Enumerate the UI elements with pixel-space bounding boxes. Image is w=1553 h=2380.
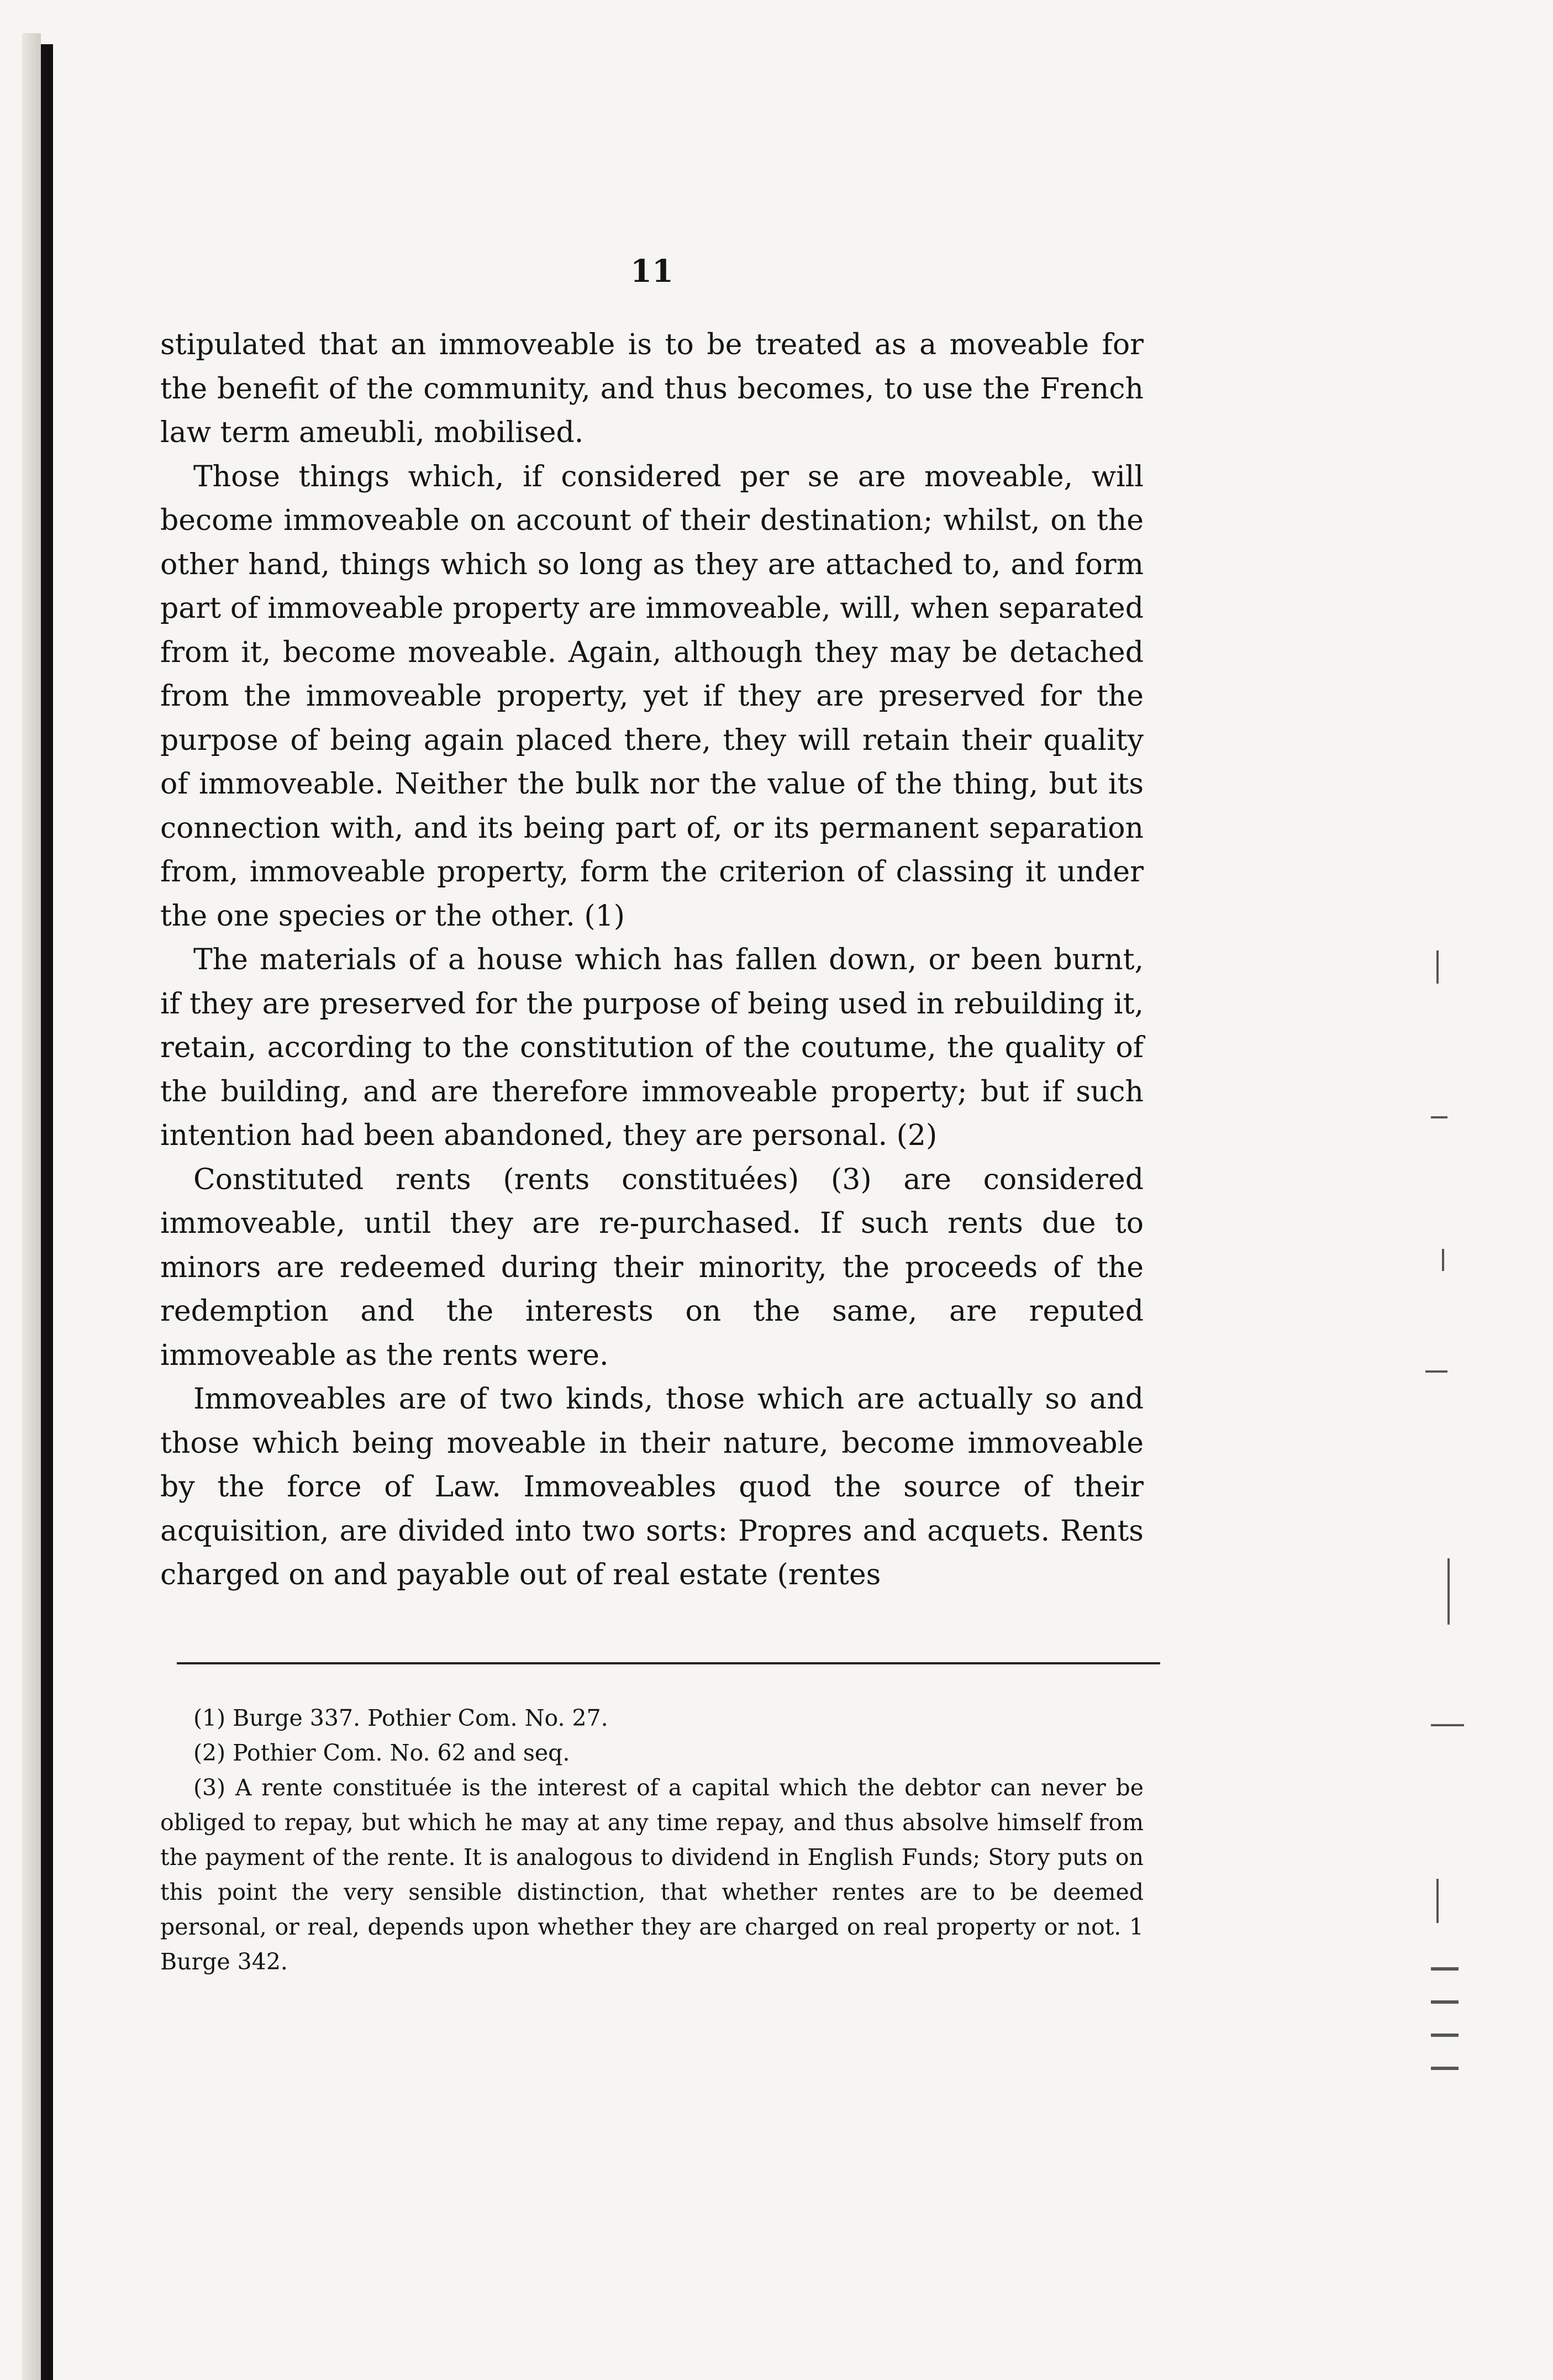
footnotes xyxy=(160,1701,1144,1979)
page-number: 11 xyxy=(630,253,673,290)
paragraph: The materials of a house which has fallen down, or been burnt, if they are preserved for the purpose of being used in rebuilding it, retain, according to the constitution of the coutume, the quality of the building, and are therefore immoveable property; but if such intention had been abandoned, they are personal. (2) xyxy=(160,943,1144,1152)
footnote-divider xyxy=(177,1662,1160,1664)
footnote: (2) Pothier Com. No. 62 and seq. xyxy=(193,1740,570,1766)
footnote: (1) Burge 337. Pothier Com. No. 27. xyxy=(193,1705,608,1731)
binding-edge xyxy=(41,44,53,2380)
margin-scan-marks xyxy=(1414,939,1481,2376)
paragraph: Those things which, if considered per se are moveable, will become immoveable on account of their destination; whilst, on the other hand, things which so long as they are attached to, and form part of immoveable property are immoveable, will, when separated from it, become moveable. Again, although they may be detached from the immoveable property, yet if they are preserved for the purpose of being again placed there, they will retain their quality of immoveable. Neither the bulk nor the value of the thing, but its connection with, and its being part of, or its permanent separation from, immoveable property, form the criterion of classing it under the one species or the other. (1) xyxy=(160,460,1144,933)
paragraph: Constituted rents (rents constituées) (3) are considered immoveable, until they are re-purchased. If such rents due to minors are redeemed during their minority, the proceeds of the redemption and the interests on the same, are reputed immoveable as the rents were. xyxy=(160,1163,1144,1372)
footnote: (3) A rente constituée is the interest of a capital which the debtor can never be obliged to repay, but which he may at any time repay, and thus absolve himself from the payment of the rente. It is analogous to dividend in English Funds; Story puts on this point the very sensible distinction, that whether rentes are to be deemed personal, or real, depends upon whether they are charged on real property or not. 1 Burge 342. xyxy=(160,1774,1144,1975)
paragraph: Immoveables are of two kinds, those which are actually so and those which being moveable in their nature, become immoveable by the force of Law. Immoveables quod the source of their acquisition, are divided into two sorts: Propres and acquets. Rents charged on and payable out of real estate (rentes xyxy=(160,1383,1144,1591)
binding-shadow xyxy=(22,33,41,2380)
paragraph: stipulated that an immoveable is to be treated as a moveable for the benefit of the community, and thus becomes, to use the French law term ameubli, mobilised. xyxy=(160,328,1144,449)
body-text xyxy=(160,323,1144,1598)
book-page xyxy=(160,0,1144,2380)
